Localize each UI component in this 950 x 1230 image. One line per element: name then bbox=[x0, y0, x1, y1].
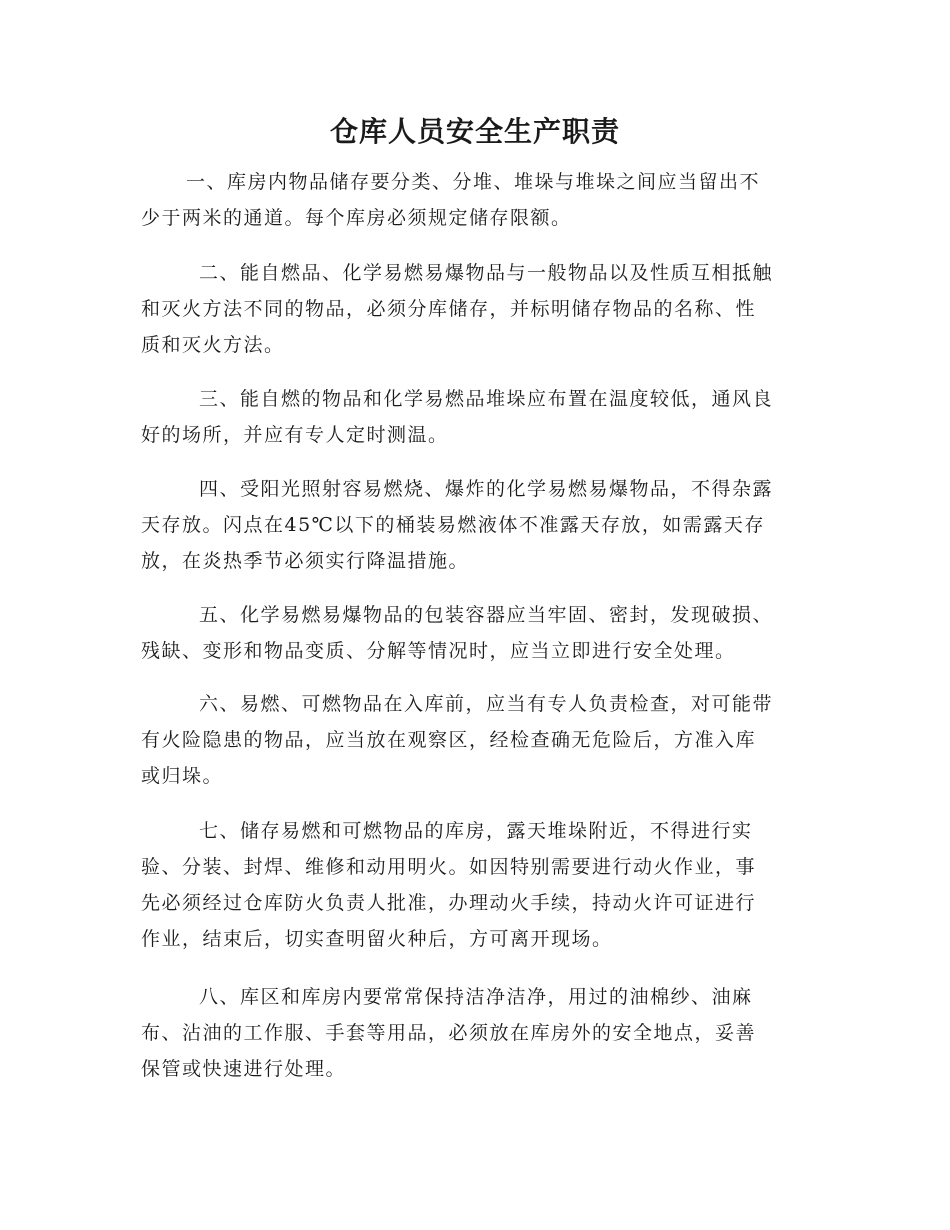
paragraph-line: 二、能自燃品、化学易燃易爆物品与一般物品以及性质互相抵触 bbox=[199, 262, 774, 284]
paragraph-6 bbox=[141, 686, 807, 794]
paragraph-2 bbox=[141, 255, 807, 363]
paragraph-line: 好的场所，并应有专人定时测温。 bbox=[141, 424, 449, 446]
paragraph-line: 天存放。闪点在45℃以下的桶装易燃液体不准露天存放，如需露天存 bbox=[141, 514, 765, 536]
paragraph-line: 和灭火方法不同的物品，必须分库储存，并标明储存物品的名称、性 bbox=[141, 298, 757, 320]
paragraph-line: 保管或快速进行处理。 bbox=[141, 1058, 347, 1080]
paragraph-line: 质和灭火方法。 bbox=[141, 334, 285, 356]
paragraph-line: 作业，结束后，切实查明留火种后，方可离开现场。 bbox=[141, 928, 613, 950]
paragraph-line: 布、沾油的工作服、手套等用品，必须放在库房外的安全地点，妥善 bbox=[141, 1022, 757, 1044]
paragraph-line: 七、储存易燃和可燃物品的库房，露天堆垛附近，不得进行实 bbox=[199, 820, 753, 842]
paragraph-line: 少于两米的通道。每个库房必须规定储存限额。 bbox=[141, 207, 572, 229]
paragraph-line: 八、库区和库房内要常常保持洁净洁净，用过的油棉纱、油麻 bbox=[199, 986, 753, 1008]
paragraph-line: 三、能自燃的物品和化学易燃品堆垛应布置在温度较低，通风良 bbox=[199, 388, 774, 410]
paragraph-4 bbox=[141, 471, 807, 579]
paragraph-1 bbox=[141, 164, 807, 236]
paragraph-line: 一、库房内物品储存要分类、分堆、堆垛与堆垛之间应当留出不 bbox=[186, 171, 761, 193]
paragraph-line: 验、分装、封焊、维修和动用明火。如因特别需要进行动火作业，事 bbox=[141, 856, 757, 878]
paragraph-3 bbox=[141, 381, 807, 453]
paragraph-line: 放，在炎热季节必须实行降温措施。 bbox=[141, 550, 470, 572]
paragraph-line: 残缺、变形和物品变质、分解等情况时，应当立即进行安全处理。 bbox=[141, 640, 736, 662]
document-title: 仓库人员安全生产职责 bbox=[329, 115, 620, 148]
paragraph-line: 或归垛。 bbox=[141, 765, 224, 787]
paragraph-8 bbox=[141, 979, 807, 1087]
paragraph-line: 五、化学易燃易爆物品的包装容器应当牢固、密封，发现破损、 bbox=[199, 604, 774, 626]
paragraph-line: 六、易燃、可燃物品在入库前，应当有专人负责检查，对可能带 bbox=[199, 693, 774, 715]
paragraph-line: 四、受阳光照射容易燃烧、爆炸的化学易燃易爆物品，不得杂露 bbox=[199, 478, 774, 500]
paragraph-7 bbox=[141, 813, 807, 957]
paragraph-5 bbox=[141, 597, 807, 669]
paragraph-line: 有火险隐患的物品，应当放在观察区，经检查确无危险后，方准入库 bbox=[141, 729, 757, 751]
paragraph-line: 先必须经过仓库防火负责人批准，办理动火手续，持动火许可证进行 bbox=[141, 892, 757, 914]
